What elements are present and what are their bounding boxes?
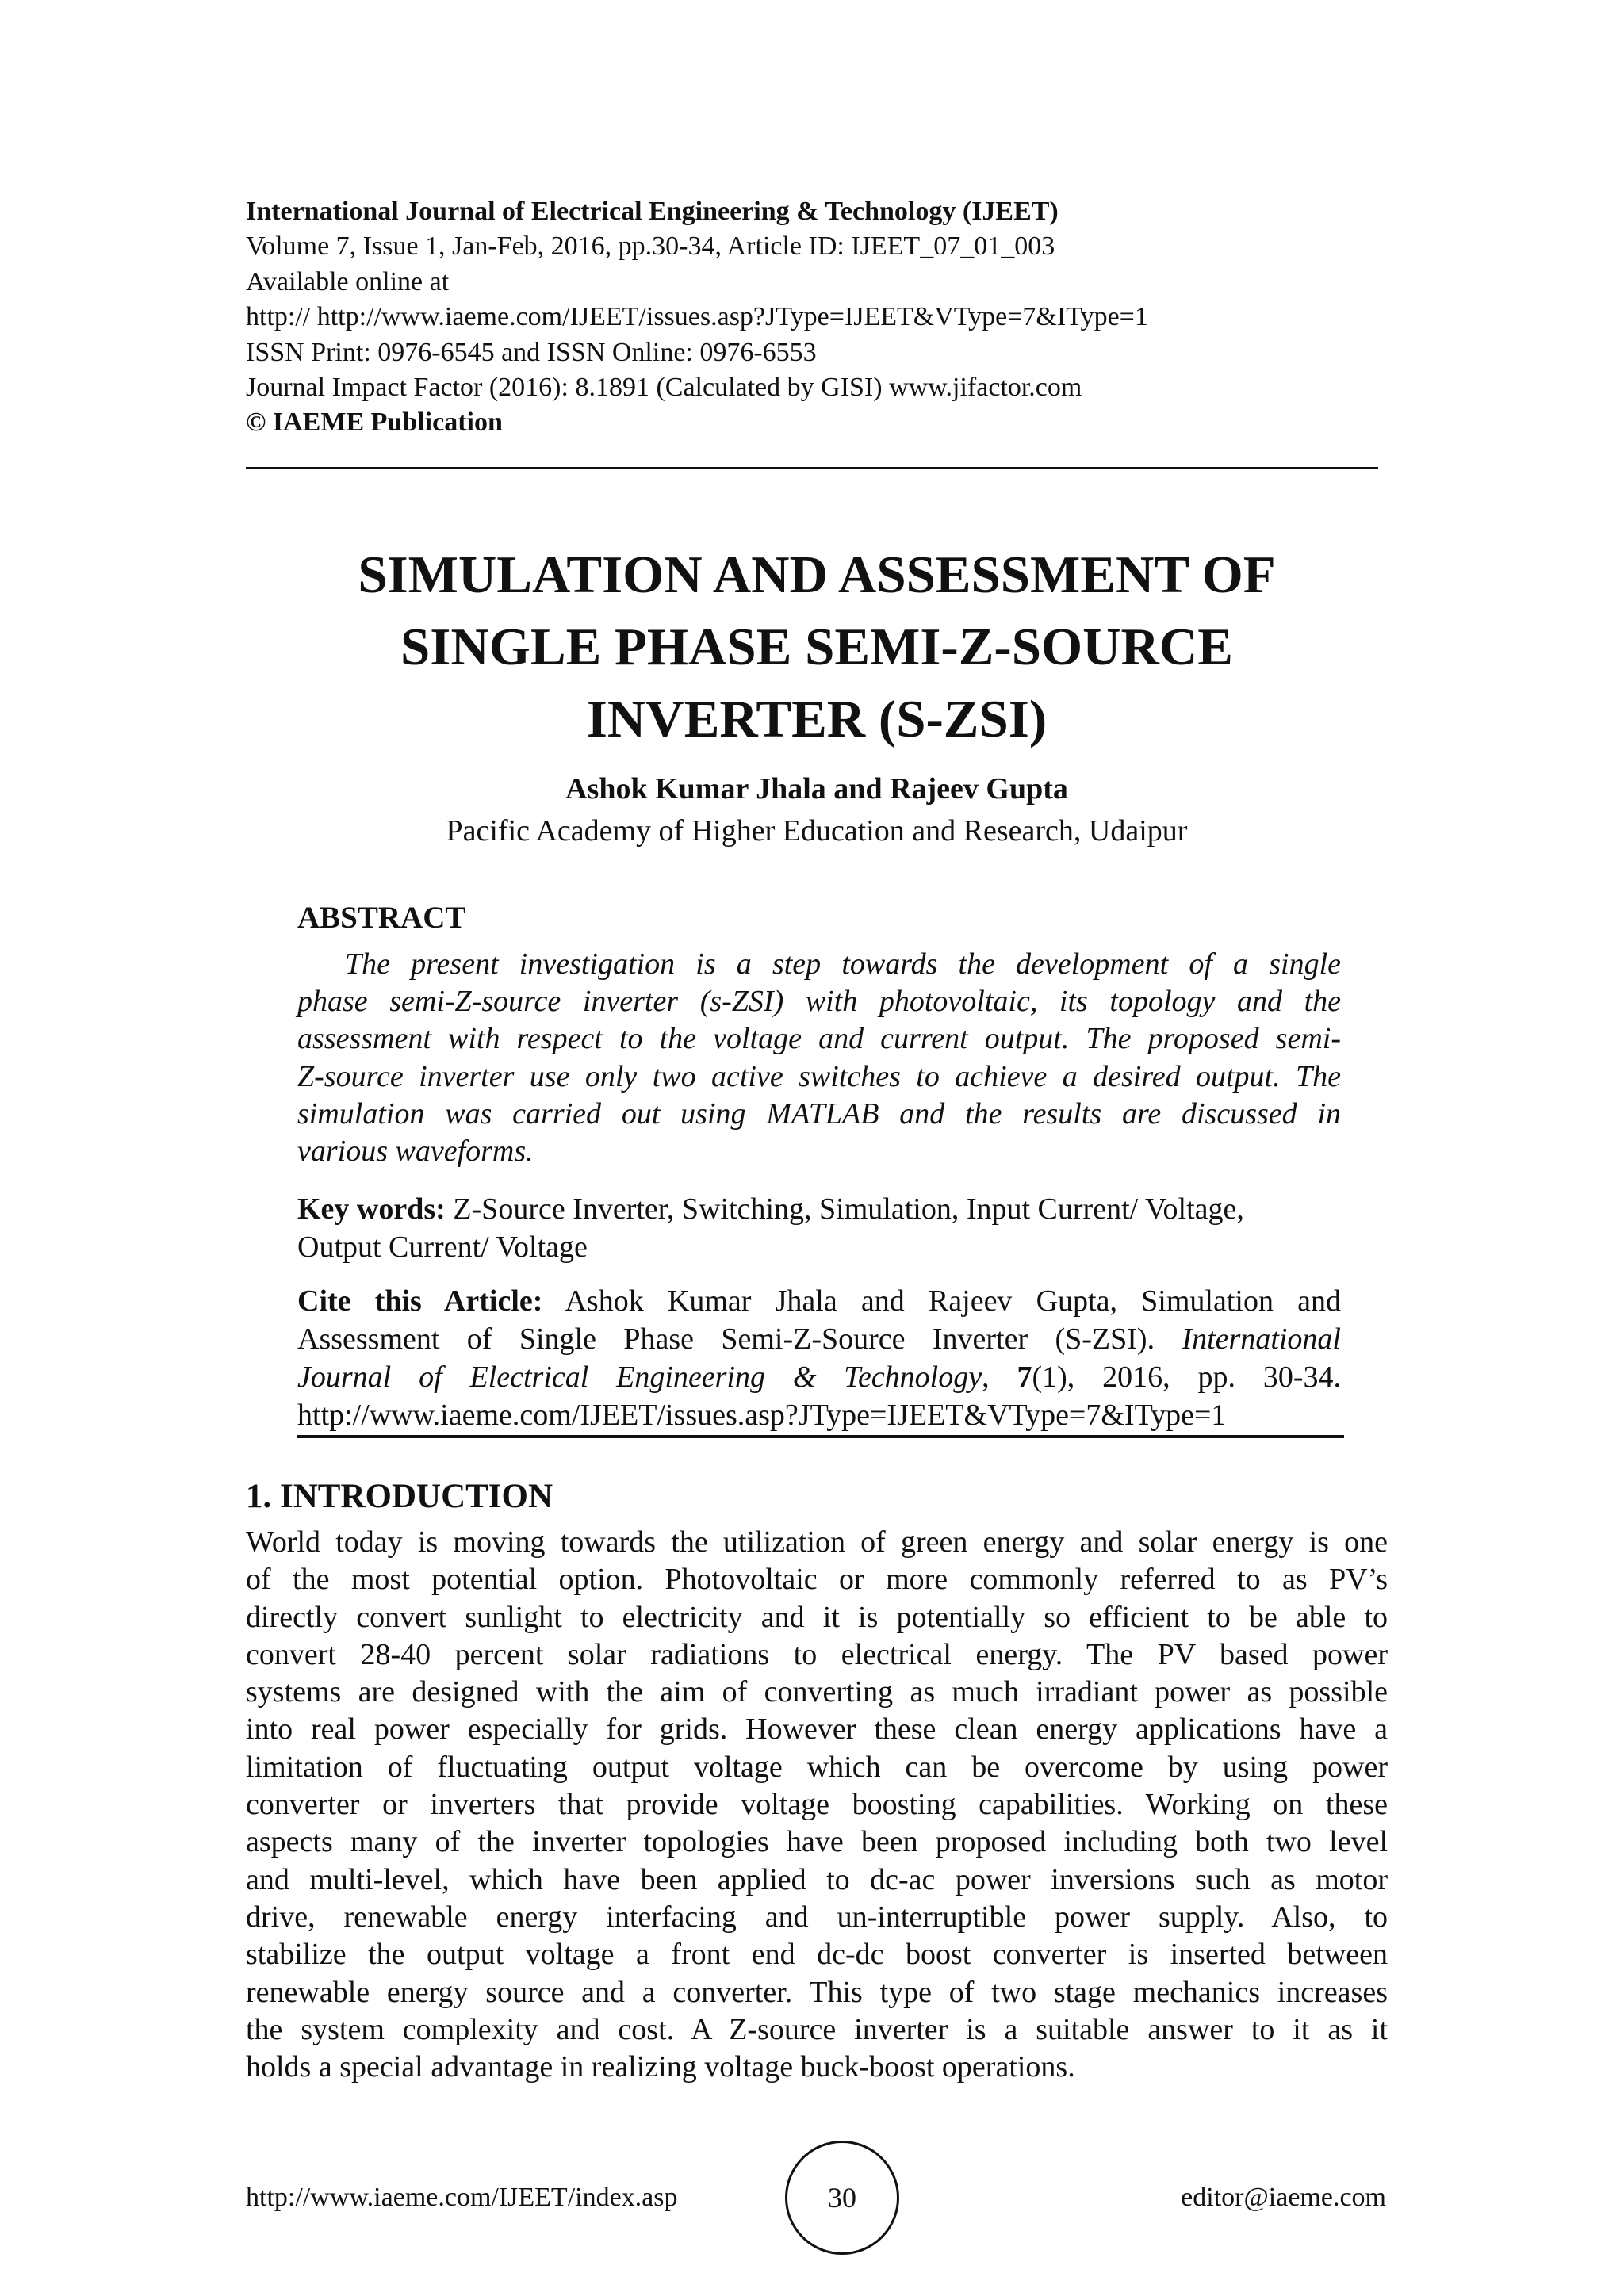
abstract-line: phase semi-Z-source inverter (s-ZSI) with photovoltaic, its topology and the [297, 985, 1341, 1019]
cite-text: Ashok Kumar Jhala and Rajeev Gupta, Simulation and [542, 1284, 1342, 1318]
intro-line: renewable energy source and a converter. This type of two stage mechanics increases [246, 1975, 1388, 2009]
abstract-line: various waveforms. [297, 1135, 534, 1169]
cite-volume: 7 [1017, 1360, 1032, 1394]
intro-line: convert 28-40 percent solar radiations to electrical energy. The PV based power [246, 1637, 1388, 1671]
footer-url[interactable]: http://www.iaeme.com/IJEET/index.asp [246, 2183, 678, 2212]
intro-line: drive, renewable energy interfacing and un-interruptible power supply. Also, to [246, 1900, 1388, 1934]
abstract-body [297, 946, 1341, 1170]
keywords-label: Key words: [297, 1192, 446, 1226]
cite-line [297, 1358, 1341, 1396]
intro-line: holds a special advantage in realizing voltage buck-boost operations. [246, 2050, 1075, 2084]
publisher: © IAEME Publication [246, 408, 503, 438]
title-line: INVERTER (S-ZSI) [586, 690, 1048, 748]
keywords-line [297, 1190, 1341, 1228]
journal-header [246, 194, 1388, 441]
introduction-body [246, 1524, 1388, 2086]
abstract-line: Z-source inverter use only two active switches to achieve a desired output. The [297, 1059, 1341, 1093]
keywords-text: Z-Source Inverter, Switching, Simulation, Input Current/ Voltage, [445, 1192, 1244, 1226]
cite-text: Assessment of Single Phase Semi-Z-Source Inverter (S-ZSI). [297, 1322, 1182, 1356]
page-number-text: 30 [828, 2182, 856, 2214]
intro-line: into real power especially for grids. However these clean energy applications have a [246, 1712, 1388, 1747]
cite-text: (1), 2016, pp. 30-34. [1032, 1360, 1342, 1394]
title-line: SINGLE PHASE SEMI-Z-SOURCE [400, 618, 1233, 676]
footer-email[interactable]: editor@iaeme.com [1181, 2183, 1386, 2212]
cite-line [297, 1282, 1341, 1320]
authors: Ashok Kumar Jhala and Rajeev Gupta [565, 772, 1068, 806]
cite-journal-part: International [1182, 1322, 1341, 1356]
keywords [297, 1190, 1341, 1266]
header-divider [246, 467, 1378, 469]
intro-line: directly convert sunlight to electricity and it is potentially so efficient to be able to [246, 1600, 1388, 1634]
intro-line: aspects many of the inverter topologies have been proposed including both two level [246, 1825, 1388, 1859]
cite-label: Cite this Article: [297, 1284, 543, 1318]
intro-line: World today is moving towards the utilization of green energy and solar energy is one [246, 1525, 1388, 1559]
abstract-line: assessment with respect to the voltage and current output. The proposed semi- [297, 1022, 1341, 1056]
volume-info: Volume 7, Issue 1, Jan-Feb, 2016, pp.30-34, Article ID: IJEET_07_01_003 [246, 232, 1055, 262]
issue-url[interactable]: http:// http://www.iaeme.com/IJEET/issues.asp?JType=IJEET&VType=7&IType=1 [246, 302, 1148, 332]
intro-line: and multi-level, which have been applied to dc-ac power inversions such as motor [246, 1862, 1388, 1896]
affiliation: Pacific Academy of Higher Education and Research, Udaipur [446, 814, 1188, 848]
available-online: Available online at [246, 266, 450, 297]
page-number [785, 2141, 899, 2255]
intro-line: converter or inverters that provide voltage boosting capabilities. Working on these [246, 1788, 1388, 1822]
cite-line [297, 1320, 1341, 1358]
journal-name: International Journal of Electrical Engineering & Technology (IJEET) [246, 197, 1059, 226]
cite-journal-part: Journal of Electrical Engineering & Technology [297, 1360, 982, 1394]
title-line: SIMULATION AND ASSESSMENT OF [358, 545, 1276, 604]
cite-article [297, 1282, 1341, 1434]
abstract-line: The present investigation is a step towards the development of a single [345, 947, 1341, 981]
paper-title [246, 539, 1388, 756]
abstract-heading: ABSTRACT [297, 901, 466, 935]
keywords-line: Output Current/ Voltage [297, 1230, 588, 1264]
abstract-line: simulation was carried out using MATLAB and the results are discussed in [297, 1096, 1341, 1131]
section-heading-introduction: 1. INTRODUCTION [246, 1478, 553, 1515]
cite-text: , [982, 1360, 1017, 1394]
cite-divider [297, 1435, 1344, 1438]
intro-line: systems are designed with the aim of converting as much irradiant power as possible [246, 1675, 1388, 1709]
intro-line: limitation of fluctuating output voltage which can be overcome by using power [246, 1750, 1388, 1784]
impact-factor: Journal Impact Factor (2016): 8.1891 (Calculated by GISI) www.jifactor.com [246, 373, 1082, 403]
intro-line: of the most potential option. Photovoltaic or more commonly referred to as PV’s [246, 1563, 1388, 1597]
intro-line: the system complexity and cost. A Z-source inverter is a suitable answer to it as it [246, 2012, 1388, 2046]
intro-line: stabilize the output voltage a front end dc-dc boost converter is inserted between [246, 1938, 1388, 1972]
cite-url[interactable]: http://www.iaeme.com/IJEET/issues.asp?JType=IJEET&VType=7&IType=1 [297, 1399, 1227, 1432]
issn-info: ISSN Print: 0976-6545 and ISSN Online: 0976-6553 [246, 337, 817, 367]
